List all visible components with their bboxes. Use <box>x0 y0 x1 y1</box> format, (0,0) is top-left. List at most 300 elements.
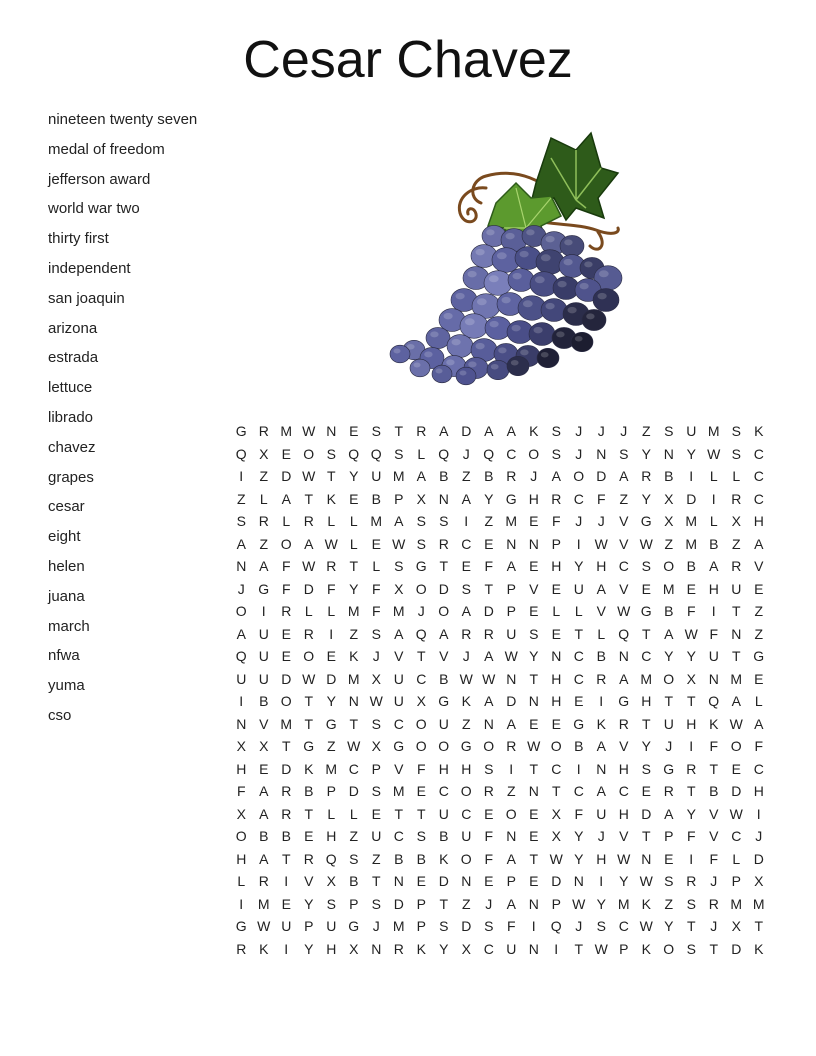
grid-letter: S <box>731 445 741 462</box>
grid-letter: S <box>371 895 381 912</box>
grid-letter: K <box>461 693 471 709</box>
grid-letter: A <box>461 603 471 619</box>
grid-letter: G <box>303 738 315 754</box>
grid-row <box>230 848 770 871</box>
grid-letter: Q <box>483 445 495 462</box>
grid-letter: X <box>664 513 674 529</box>
grid-letter: M <box>752 895 765 912</box>
grid-letter: Y <box>349 580 359 597</box>
grid-letter: W <box>639 535 653 552</box>
grid-letter: B <box>596 648 606 664</box>
grid-letter: S <box>439 513 449 529</box>
grid-letter: R <box>641 468 652 484</box>
grid-letter: J <box>462 445 470 462</box>
word-list-item: thirty first <box>48 230 109 248</box>
grid-letter: X <box>349 940 359 957</box>
grid-letter: A <box>619 468 629 484</box>
grid-letter: W <box>617 603 631 619</box>
grid-letter: C <box>506 445 517 462</box>
grid-letter: F <box>281 580 291 597</box>
grid-letter: K <box>326 490 336 507</box>
grid-letter: K <box>259 940 269 957</box>
grid-letter: E <box>686 580 696 597</box>
grid-letter: N <box>483 715 494 732</box>
word-list-item: cesar <box>48 498 85 516</box>
grid-letter: U <box>731 580 742 597</box>
grid-row <box>230 600 770 623</box>
grid-letter: T <box>664 693 674 709</box>
grid-letter: W <box>392 535 406 552</box>
grid-letter: W <box>594 535 608 552</box>
grid-letter: T <box>394 805 404 822</box>
grid-letter: R <box>281 603 292 619</box>
grid-row <box>230 915 770 938</box>
grid-letter: W <box>729 715 743 732</box>
grid-letter: F <box>506 918 516 934</box>
grid-letter: E <box>259 760 269 777</box>
grid-letter: B <box>259 693 269 709</box>
grid-letter: E <box>371 805 381 822</box>
word-list-item: cso <box>48 706 72 724</box>
grid-letter: N <box>371 940 382 957</box>
grid-letter: Y <box>304 940 314 957</box>
grid-letter: N <box>326 423 337 439</box>
grid-letter: P <box>506 580 516 597</box>
grid-letter: U <box>506 625 517 642</box>
grid-letter: L <box>417 445 426 462</box>
grid-letter: O <box>730 738 742 754</box>
grid-letter: E <box>484 873 494 889</box>
grid-letter: L <box>349 513 358 529</box>
word-list-item: lettuce <box>48 379 93 397</box>
grid-row <box>230 825 770 848</box>
grid-letter: A <box>619 670 629 687</box>
grid-letter: A <box>484 693 494 709</box>
grid-letter: X <box>686 670 696 687</box>
grid-letter: D <box>483 603 494 619</box>
grid-letter: W <box>302 558 316 574</box>
grid-row <box>230 893 770 916</box>
grid-letter: T <box>439 895 449 912</box>
grid-letter: C <box>731 828 742 844</box>
grid-letter: J <box>372 648 380 664</box>
grid-letter: K <box>304 760 314 777</box>
grid-letter: G <box>460 738 472 754</box>
grid-letter: W <box>639 873 653 889</box>
grid-letter: E <box>529 805 539 822</box>
grid-letter: S <box>619 445 629 462</box>
grid-letter: R <box>258 873 269 889</box>
grid-letter: P <box>506 873 516 889</box>
grid-letter: D <box>596 468 607 484</box>
grid-letter: E <box>529 873 539 889</box>
grid-letter: G <box>753 648 765 664</box>
grid-letter: U <box>438 715 449 732</box>
grid-letter: H <box>438 760 449 777</box>
grid-letter: R <box>258 513 269 529</box>
grid-letter: W <box>347 738 361 754</box>
grid-letter: D <box>393 895 404 912</box>
grid-letter: U <box>663 715 674 732</box>
word-search-grid <box>230 420 770 960</box>
grid-letter: B <box>664 603 674 619</box>
grid-letter: I <box>554 940 559 957</box>
grid-letter: M <box>347 603 360 619</box>
grid-letter: T <box>304 805 314 822</box>
grid-letter: N <box>506 670 517 687</box>
grid-letter: J <box>575 423 583 439</box>
grid-letter: B <box>484 468 494 484</box>
grid-letter: X <box>551 828 561 844</box>
grid-letter: I <box>284 873 289 889</box>
grid-letter: Q <box>325 850 337 867</box>
grid-letter: J <box>710 873 718 889</box>
grid-letter: Y <box>529 648 539 664</box>
grid-letter: Y <box>349 468 359 484</box>
grid-letter: Y <box>574 828 584 844</box>
grid-letter: O <box>505 805 517 822</box>
grid-letter: E <box>281 895 291 912</box>
grid-row <box>230 578 770 601</box>
grid-letter: A <box>394 513 404 529</box>
grid-letter: A <box>484 648 494 664</box>
grid-letter: N <box>506 535 517 552</box>
grid-row <box>230 623 770 646</box>
grid-letter: Z <box>641 423 651 439</box>
grid-letter: Y <box>641 490 651 507</box>
grid-letter: H <box>326 828 337 844</box>
grid-letter: W <box>482 670 496 687</box>
grid-letter: T <box>281 850 291 867</box>
grid-letter: D <box>303 580 314 597</box>
grid-letter: O <box>663 670 675 687</box>
grid-letter: N <box>528 535 539 552</box>
grid-letter: H <box>641 693 652 709</box>
grid-letter: Y <box>574 850 584 867</box>
grid-letter: Q <box>618 625 630 642</box>
grid-row <box>230 420 770 443</box>
grid-letter: A <box>664 625 674 642</box>
grid-letter: D <box>731 940 742 957</box>
grid-letter: T <box>371 873 381 889</box>
grid-letter: Z <box>461 468 471 484</box>
grid-letter: B <box>416 850 426 867</box>
grid-letter: D <box>326 670 337 687</box>
grid-letter: P <box>416 918 426 934</box>
grid-letter: X <box>416 693 426 709</box>
grid-letter: Z <box>349 625 359 642</box>
grid-row <box>230 510 770 533</box>
grid-letter: B <box>371 490 381 507</box>
grid-letter: W <box>302 670 316 687</box>
grid-letter: Z <box>326 738 336 754</box>
grid-letter: C <box>393 715 404 732</box>
grid-letter: Y <box>664 648 674 664</box>
grid-letter: R <box>596 670 607 687</box>
grid-letter: L <box>349 805 358 822</box>
grid-row <box>230 668 770 691</box>
grid-letter: E <box>754 670 764 687</box>
grid-letter: F <box>484 850 494 867</box>
grid-letter: X <box>664 490 674 507</box>
grid-letter: M <box>730 670 743 687</box>
grid-letter: U <box>708 648 719 664</box>
grapes-icon <box>376 128 638 390</box>
grid-letter: L <box>259 490 268 507</box>
grid-letter: K <box>709 715 719 732</box>
grid-letter: Q <box>415 625 427 642</box>
grid-letter: Y <box>326 693 336 709</box>
grid-letter: T <box>731 603 741 619</box>
grid-letter: D <box>506 693 517 709</box>
grid-letter: V <box>754 558 764 574</box>
grid-row <box>230 938 770 961</box>
grid-letter: S <box>484 918 494 934</box>
grid-letter: Z <box>371 850 381 867</box>
grid-letter: T <box>709 760 719 777</box>
grid-letter: K <box>754 940 764 957</box>
grid-letter: J <box>597 828 605 844</box>
grid-letter: B <box>439 468 449 484</box>
grid-letter: Y <box>641 738 651 754</box>
grid-letter: V <box>709 805 719 822</box>
grid-letter: Z <box>754 625 764 642</box>
grid-letter: L <box>282 513 291 529</box>
grid-letter: C <box>753 468 764 484</box>
grid-letter: U <box>258 648 269 664</box>
grid-letter: I <box>576 535 581 552</box>
grid-letter: M <box>370 513 383 529</box>
grid-letter: T <box>304 693 314 709</box>
grid-letter: F <box>596 490 606 507</box>
grid-letter: R <box>303 850 314 867</box>
grid-letter: S <box>326 895 336 912</box>
grid-letter: E <box>731 760 741 777</box>
grid-letter: R <box>483 625 494 642</box>
grid-row <box>230 645 770 668</box>
grid-letter: P <box>506 603 516 619</box>
grid-letter: C <box>573 490 584 507</box>
grid-letter: X <box>416 490 426 507</box>
grid-letter: A <box>506 423 516 439</box>
grid-letter: X <box>394 580 404 597</box>
grid-letter: E <box>574 693 584 709</box>
grid-letter: F <box>236 783 246 799</box>
grid-letter: E <box>529 828 539 844</box>
word-list-item: librado <box>48 408 94 426</box>
grid-letter: S <box>529 625 539 642</box>
grid-letter: R <box>686 873 697 889</box>
grid-letter: L <box>732 850 741 867</box>
grid-letter: O <box>663 558 675 574</box>
grid-letter: N <box>731 625 742 642</box>
grid-letter: N <box>573 873 584 889</box>
grid-letter: F <box>709 850 719 867</box>
grid-letter: L <box>327 513 336 529</box>
grid-letter: N <box>528 693 539 709</box>
grid-letter: D <box>281 670 292 687</box>
grid-row <box>230 713 770 736</box>
grid-letter: G <box>640 513 652 529</box>
grid-letter: U <box>393 693 404 709</box>
grid-letter: N <box>618 648 629 664</box>
word-list-item: grapes <box>48 468 94 486</box>
grid-letter: Q <box>235 648 247 664</box>
grid-letter: U <box>596 805 607 822</box>
grid-letter: D <box>281 760 292 777</box>
grid-letter: V <box>439 648 449 664</box>
grid-letter: S <box>416 513 426 529</box>
grid-letter: K <box>416 940 426 957</box>
grid-letter: C <box>483 940 494 957</box>
grid-letter: E <box>641 783 651 799</box>
grid-letter: Z <box>461 715 471 732</box>
grid-letter: E <box>349 490 359 507</box>
grid-letter: X <box>731 918 741 934</box>
grid-letter: Z <box>619 490 629 507</box>
grid-letter: J <box>575 445 583 462</box>
grid-letter: O <box>483 738 495 754</box>
grid-letter: C <box>461 535 472 552</box>
grid-letter: X <box>461 940 471 957</box>
grid-letter: G <box>438 693 450 709</box>
grid-letter: M <box>392 783 405 799</box>
word-list-item: nfwa <box>48 647 80 665</box>
grid-letter: M <box>685 513 698 529</box>
grid-letter: F <box>551 513 561 529</box>
grid-letter: N <box>708 670 719 687</box>
grid-letter: A <box>506 850 516 867</box>
grid-letter: O <box>303 445 315 462</box>
grid-letter: M <box>392 468 405 484</box>
grid-letter: B <box>304 783 314 799</box>
grid-letter: I <box>756 805 761 822</box>
grid-letter: T <box>529 760 539 777</box>
grid-letter: J <box>710 918 718 934</box>
grid-letter: U <box>438 805 449 822</box>
grid-letter: E <box>484 535 494 552</box>
grid-letter: W <box>527 738 541 754</box>
grid-letter: J <box>620 423 628 439</box>
grid-letter: B <box>349 873 359 889</box>
grid-letter: F <box>484 558 494 574</box>
grid-letter: S <box>731 423 741 439</box>
grid-letter: Y <box>574 558 584 574</box>
grid-letter: N <box>506 828 517 844</box>
grid-letter: J <box>462 648 470 664</box>
grid-row <box>230 758 770 781</box>
grid-letter: A <box>236 535 246 552</box>
grid-letter: N <box>236 715 247 732</box>
grid-letter: B <box>709 535 719 552</box>
grid-letter: H <box>708 580 719 597</box>
grid-letter: I <box>689 738 694 754</box>
grid-letter: M <box>392 603 405 619</box>
grid-letter: L <box>349 535 358 552</box>
grid-letter: G <box>235 423 247 439</box>
grid-letter: E <box>754 580 764 597</box>
grid-letter: U <box>506 940 517 957</box>
grid-letter: C <box>641 648 652 664</box>
grid-letter: I <box>239 468 244 484</box>
grid-letter: I <box>689 850 694 867</box>
grid-letter: R <box>506 468 517 484</box>
grid-letter: S <box>326 445 336 462</box>
grid-letter: E <box>304 828 314 844</box>
grid-letter: A <box>259 805 269 822</box>
grid-letter: J <box>755 828 763 844</box>
grid-letter: N <box>663 445 674 462</box>
grid-letter: A <box>596 738 606 754</box>
grid-letter: S <box>439 918 449 934</box>
grid-letter: W <box>639 918 653 934</box>
grid-letter: U <box>236 670 247 687</box>
grid-letter: D <box>731 783 742 799</box>
grid-letter: Z <box>259 468 269 484</box>
grid-letter: D <box>641 805 652 822</box>
grid-letter: D <box>438 580 449 597</box>
grid-letter: F <box>686 828 696 844</box>
grid-letter: Z <box>506 783 516 799</box>
grid-letter: M <box>662 580 675 597</box>
grid-letter: Q <box>438 445 450 462</box>
grid-row <box>230 465 770 488</box>
grid-letter: L <box>754 693 763 709</box>
grid-letter: I <box>576 760 581 777</box>
grid-letter: H <box>686 715 697 732</box>
grid-letter: E <box>461 558 471 574</box>
grid-letter: E <box>416 783 426 799</box>
grid-letter: S <box>371 783 381 799</box>
grid-letter: P <box>664 828 674 844</box>
grid-letter: H <box>596 558 607 574</box>
grid-letter: B <box>664 468 674 484</box>
grid-letter: A <box>304 535 314 552</box>
grid-letter: X <box>371 670 381 687</box>
grid-letter: C <box>573 670 584 687</box>
grid-letter: X <box>259 445 269 462</box>
grid-letter: R <box>303 513 314 529</box>
grid-letter: D <box>281 468 292 484</box>
grid-letter: Z <box>461 895 471 912</box>
grid-letter: A <box>754 535 764 552</box>
grid-letter: C <box>753 445 764 462</box>
grid-letter: V <box>394 648 404 664</box>
grid-letter: H <box>596 850 607 867</box>
grid-letter: D <box>348 783 359 799</box>
grid-letter: R <box>416 423 427 439</box>
grid-letter: X <box>236 738 246 754</box>
grid-letter: Z <box>349 828 359 844</box>
grid-letter: Y <box>664 918 674 934</box>
grid-letter: Z <box>484 513 494 529</box>
word-list-item: jefferson award <box>48 170 151 188</box>
grid-letter: U <box>371 468 382 484</box>
grid-letter: S <box>596 918 606 934</box>
grid-letter: A <box>281 490 291 507</box>
grid-letter: C <box>573 783 584 799</box>
grid-letter: X <box>731 513 741 529</box>
grid-letter: V <box>619 535 629 552</box>
grid-row <box>230 870 770 893</box>
grid-letter: W <box>684 625 698 642</box>
grid-letter: I <box>464 513 469 529</box>
grid-letter: S <box>349 850 359 867</box>
grid-letter: J <box>237 580 245 597</box>
grid-letter: E <box>281 445 291 462</box>
grid-letter: F <box>281 558 291 574</box>
grid-letter: T <box>731 648 741 664</box>
